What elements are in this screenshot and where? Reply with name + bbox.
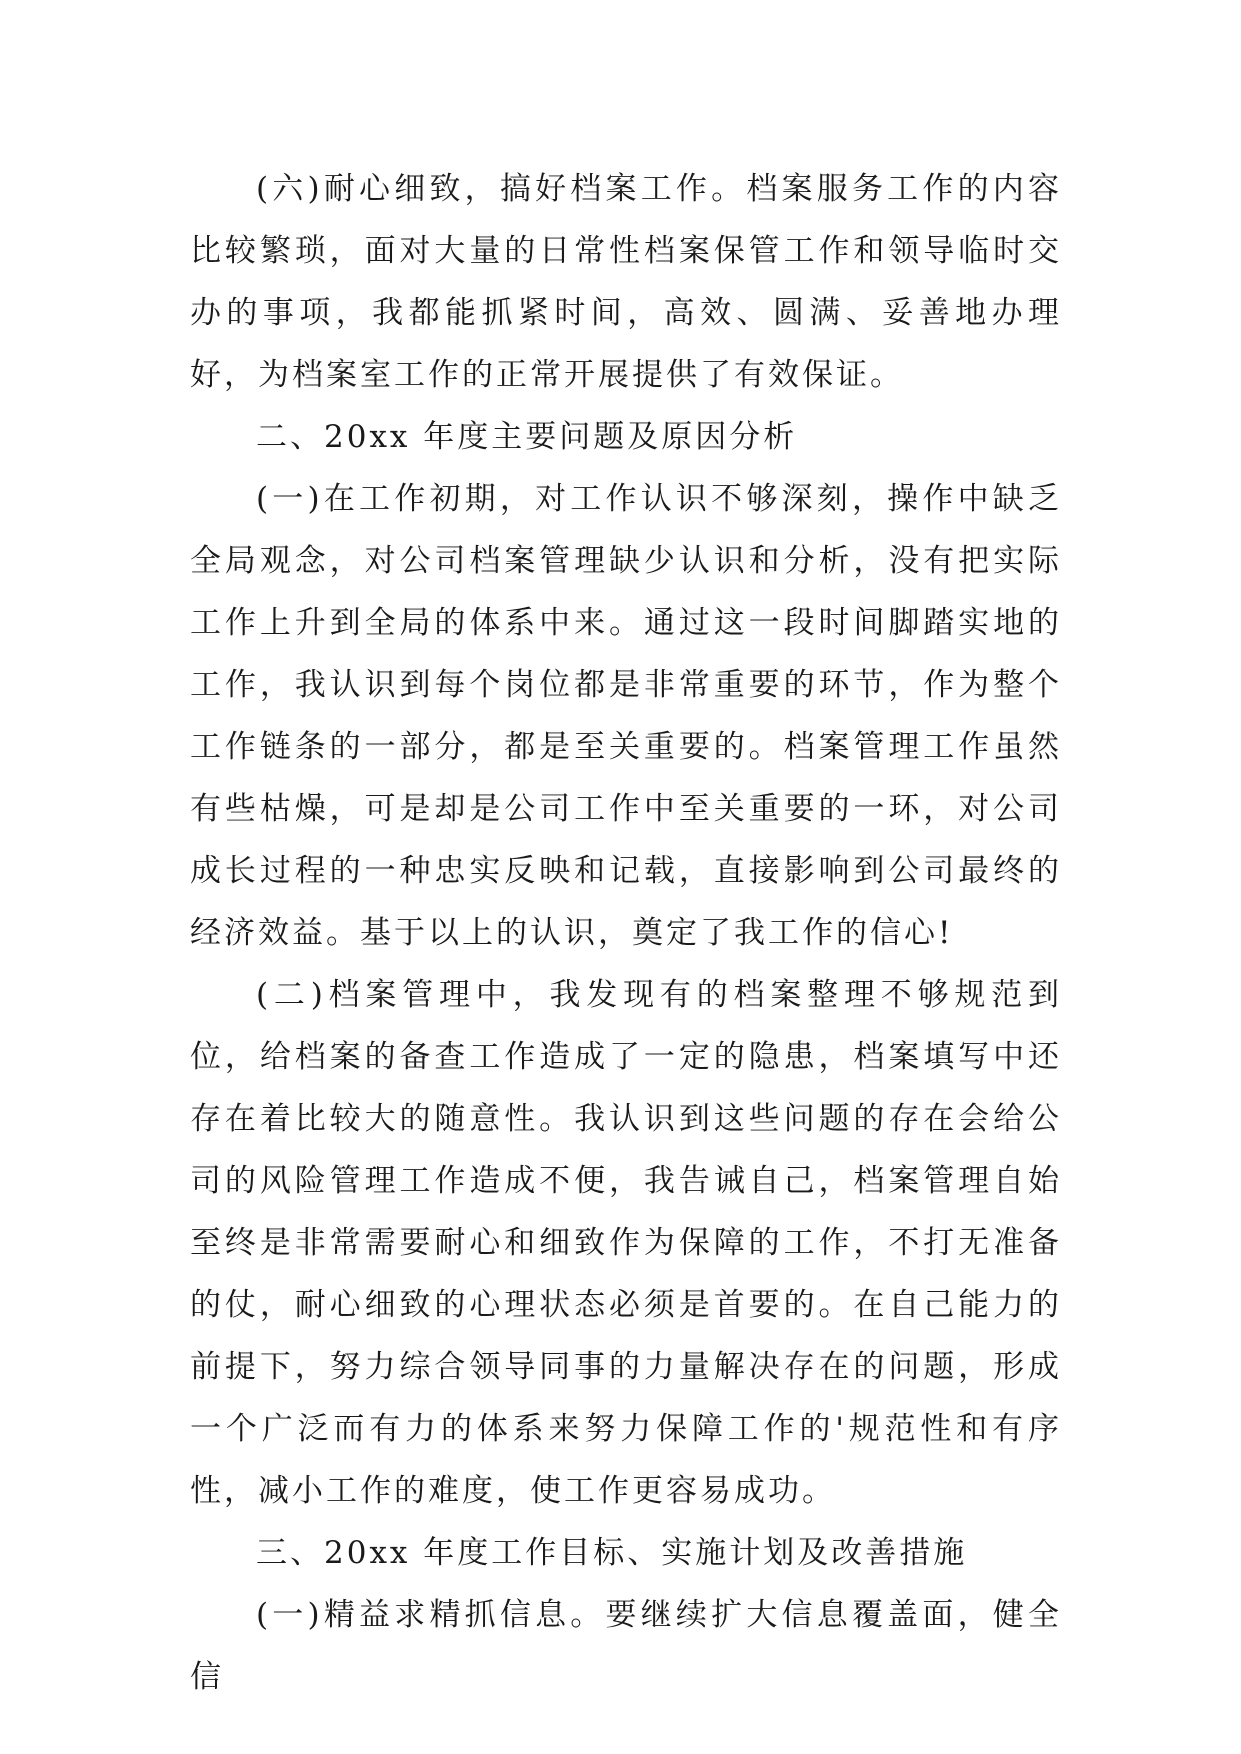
paragraph-archive-work: (六)耐心细致，搞好档案工作。档案服务工作的内容比较繁琐，面对大量的日常性档案保管工作和领导临时交办的事项，我都能抓紧时间，高效、圆满、妥善地办理好，为档案室工作的正常开展提供了有效保证。 <box>190 171 1062 393</box>
section-heading-goals: 三、20xx 年度工作目标、实施计划及改善措施 <box>256 1535 968 1571</box>
paragraph-problem-one: (一)在工作初期，对工作认识不够深刻，操作中缺乏全局观念，对公司档案管理缺少认识和分析，没有把实际工作上升到全局的体系中来。通过这一段时间脚踏实地的工作，我认识到每个岗位都是非常重要的环节，作为整个工作链条的一部分，都是至关重要的。档案管理工作虽然有些枯燥，可是却是公司工作中至关重要的一环，对公司成长过程的一种忠实反映和记载，直接影响到公司最终的经济效益。基于以上的认识，奠定了我工作的信心! <box>190 481 1062 951</box>
section-heading-problems: 二、20xx 年度主要问题及原因分析 <box>256 419 798 455</box>
paragraph-problem-two: (二)档案管理中，我发现有的档案整理不够规范到位，给档案的备查工作造成了一定的隐患，档案填写中还存在着比较大的随意性。我认识到这些问题的存在会给公司的风险管理工作造成不便，我告诫自己，档案管理自始至终是非常需要耐心和细致作为保障的工作，不打无准备的仗，耐心细致的心理状态必须是首要的。在自己能力的前提下，努力综合领导同事的力量解决存在的问题，形成一个广泛而有力的体系来努力保障工作的'规范性和有序性，减小工作的难度，使工作更容易成功。 <box>190 977 1062 1509</box>
document-body <box>190 158 1062 1708</box>
paragraph-goal-one: (一)精益求精抓信息。要继续扩大信息覆盖面，健全信 <box>190 1597 1062 1695</box>
